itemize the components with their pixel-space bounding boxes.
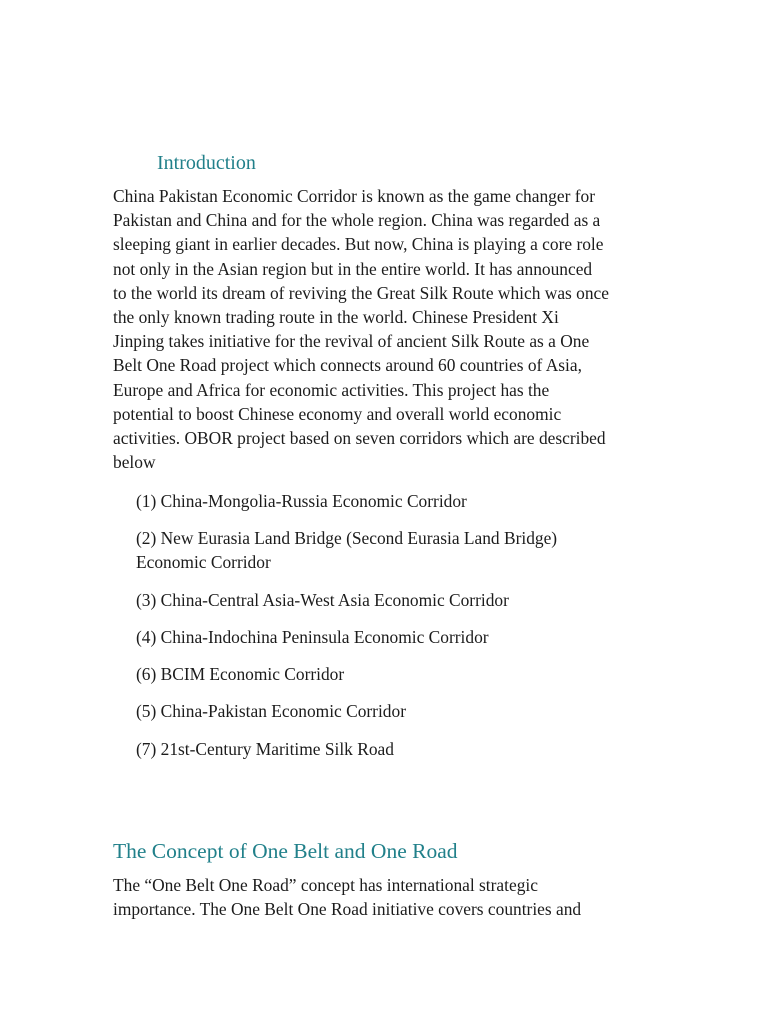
list-item	[136, 737, 656, 761]
paragraph-line: Jinping takes initiative for the revival of ancient Silk Route as a One	[113, 331, 590, 352]
list-item-text: (3) China-Central Asia-West Asia Economic Corridor	[136, 589, 509, 610]
concept-heading: The Concept of One Belt and One Road	[113, 839, 458, 863]
introduction-paragraph	[113, 184, 653, 474]
list-item-text: (6) BCIM Economic Corridor	[136, 664, 345, 685]
paragraph-line: Belt One Road project which connects around 60 countries of Asia,	[113, 355, 582, 376]
paragraph-line: activities. OBOR project based on seven corridors which are described	[113, 428, 606, 449]
paragraph-line: the only known trading route in the world. Chinese President Xi	[113, 307, 559, 328]
concept-paragraph	[113, 873, 653, 921]
introduction-heading: Introduction	[157, 152, 256, 174]
paragraph-line: China Pakistan Economic Corridor is known as the game changer for	[113, 186, 595, 206]
paragraph-line: importance. The One Belt One Road initiative covers countries and	[113, 899, 582, 920]
paragraph-line: The “One Belt One Road” concept has international strategic	[113, 875, 538, 895]
list-item-text: Economic Corridor	[136, 552, 271, 573]
paragraph-line: potential to boost Chinese economy and overall world economic	[113, 403, 562, 424]
paragraph-line: to the world its dream of reviving the Great Silk Route which was once	[113, 282, 609, 303]
paragraph-line: Pakistan and China and for the whole region. China was regarded as a	[113, 210, 601, 231]
list-item-text: (5) China-Pakistan Economic Corridor	[136, 701, 406, 722]
list-item	[136, 625, 656, 649]
list-item	[136, 588, 656, 612]
paragraph-line: sleeping giant in earlier decades. But now, China is playing a core role	[113, 234, 604, 255]
paragraph-line: not only in the Asian region but in the entire world. It has announced	[113, 258, 593, 279]
list-item	[136, 489, 656, 513]
list-item-text: (4) China-Indochina Peninsula Economic Corridor	[136, 626, 489, 647]
paragraph-line: Europe and Africa for economic activities. This project has the	[113, 379, 550, 400]
list-item	[136, 526, 656, 574]
list-item-text: (2) New Eurasia Land Bridge (Second Eurasia Land Bridge)	[136, 528, 558, 549]
list-item-text: (7) 21st-Century Maritime Silk Road	[136, 738, 394, 759]
list-item-text: (1) China-Mongolia-Russia Economic Corridor	[136, 491, 467, 511]
list-item	[136, 662, 656, 686]
paragraph-line: below	[113, 452, 156, 473]
corridor-list	[136, 489, 656, 774]
list-item	[136, 699, 656, 723]
